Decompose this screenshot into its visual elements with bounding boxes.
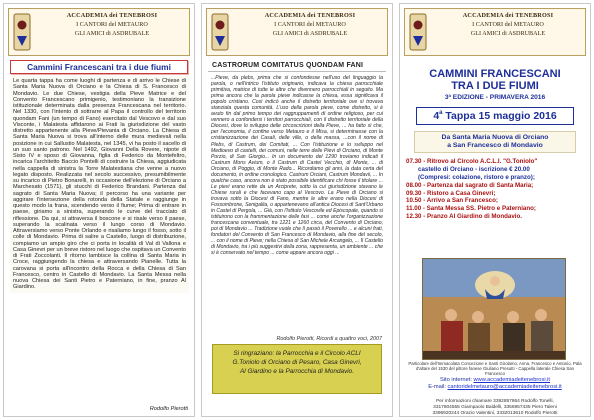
academy-logo	[209, 11, 231, 53]
academy-logo	[11, 11, 33, 53]
left-panel	[3, 3, 195, 417]
altarpiece-image	[422, 258, 566, 360]
route-to: a San Francesco di Mondavio	[447, 142, 543, 150]
edition-label: 3ª EDIZIONE - PRIMAVERA 2016	[444, 94, 546, 101]
route-box	[414, 131, 576, 153]
schedule-item: 12.30 - Pranzo Al Giardino di Mondavio.	[406, 212, 522, 220]
event-title	[406, 68, 584, 92]
panel2-signature: Rodolfo Pierotti, Ricordi a quattro voci, 2007	[276, 336, 382, 342]
panel2-title: CASTRORUM COMITATUS QUONDAM FANI	[208, 60, 386, 72]
info-line: 3317804555 Giampaolo Baldelli, 3356957435 Piero Taleni	[433, 405, 557, 410]
event-title-line2: TRA I DUE FIUMI	[451, 80, 539, 92]
thanks-line: Si ringraziano: la Parrocchia e il Circolo ACLI	[233, 350, 361, 357]
stage-box	[416, 107, 574, 125]
schedule-item: 10.50 - Arrivo a San Francesco;	[406, 197, 498, 205]
header-line3: GLI AMICI di ASDRUBALE	[74, 29, 150, 37]
header-line1: ACCADEMIA dei TENEBROSI	[462, 12, 554, 19]
header-line2: I CANTORI del METAURO	[76, 20, 148, 28]
header-line1: ACCADEMIA dei TENEBROSI	[66, 12, 158, 19]
header-line2: I CANTORI del METAURO	[274, 20, 346, 28]
stage-date: Tappa 15 maggio 2016	[445, 110, 557, 122]
panel2-body: ...Pieve, da plebs, prima che si confondesse nell'uso del linguaggio la parola, o nell'intrico l'istituto originario, indicava la chiesa parrocchiale primitiva, matrice di tutte le altre che divennero parrocchiali in seguito. Ma prima ancora che la parola pieve indicasse la chiesa, essa significava il popolo cristiano. Così indicò anche il distretto territoriale ove si trovava stanziata questa comunità. L'uso della parola pieve, come distretto, si è avuto fin dal primo tempo dei raggruppamenti di ordine religioso, per cui vennero a confondersi i territori parrocchiali, con il distretto territoriale della Diocesi, dove lo sviluppo delle circoscrizioni della Pieve, ... ha fatto sì che, per l'economia, il confine verso Metauro e il Misa, si determinasse con la cristianizzazione dei Casali, delle ville, o della massa, ...con il nome di Plebs, di Castrum, dei Comitati, ... Con l'istituzione e lo sviluppo nel Medioevo di castelli, dei comuni, nelle terre delle Pievi di Orciano, di Monte Porzio, di San Giorgio... In un documento del 1290 troviamo indicati il Castrum Mons Avium, o il Castrum di Castel Vecchio, di Monte, ... di Orciano, di Poggio, di Monte Rado... Ricordiamo gli anni, la data certa del documento, in ordine cronologico. Castrum Orciani, Castrum Mondavii, ... In qualche caso, ancora non è stato possibile identificare chi fosse il titolare ... Le pievi erano rette da un Arciprete, sotto la cui giurisdizione stavano le Chiese rurali e che facevano capo al Vescovo. La Pieve di Orciano si trovava sotto la Diocesi di Fano, mentre le altre erano nella Diocesi di Fossombrone, Senigallia, o appartenevano all'antica Diocesi di Sant'Urbano in Castel di Pergola, ... Già, con l'Istituto Vescovile ed Episcopale, quando si istituirono con la frammentazione delle fasi ... come anche l'organizzazione francescana conventuale, tra 1221 e 1260 circa, del Convento di Orciano, poi di Mondavio ... Tradizione vuole che lì passò il Poverello ... e alcuni frati, fondatori del Convento di San Francesco di Mondavio, alla fine del secolo, ... con il nome di Pieve; nella Chiesa di San Michele Arcangelo, ... Il Castello di Mondavio, tra i più suggestivi della zona, rappresenta, un ambiente ... che si è conservato nel tempo ... come appare ancora oggi ...	[211, 75, 383, 257]
panel1-signature: Rodolfo Pierotti	[149, 406, 188, 412]
middle-panel	[201, 3, 393, 417]
email-link[interactable]: cantoridelmetauro@accademiadeitenebrosi.it	[447, 384, 562, 390]
schedule-note: (Compresi: colazione, ristoro e pranzo);	[418, 174, 535, 181]
schedule-note: castello di Orciano - iscrizione € 20.00	[418, 166, 530, 174]
stage-number: 4	[433, 110, 440, 122]
info-line: 3396920244 Orazio Valentini, 3332013610 Rodolfo Pierotti	[432, 411, 558, 416]
header-line2: I CANTORI del METAURO	[472, 20, 544, 28]
header-line3: GLI AMICI di ASDRUBALE	[470, 29, 546, 37]
email-label: E-mail:	[428, 384, 446, 390]
panel1-body: Le quarta tappa ha come luoghi di partenza e di arrivo le Chiese di Santa Maria Nuova di Orciano e la Chiesa di S. Francesco di Mondavio. Le due Chiese, vestigia della Pieve Matrice e del Convento Francescano primigenio, testimoniano la transizione istituzionale determinata dalla presenza Francescana nel territorio. Nel 1330, con l'intento di sottrarre al Papa il controllo del territorio quondam Fani (un tempo di Fano) esercitato dal Vescovo e dal suo Visconte, i Malatesta affidarono ai Frati la giurisdizione del vasto distretto appartenente alla Pieve/Pievania di Orciano. La Chiesa di Santa Maria Nuova si trova all'interno delle mura medievali nella posizione in cui Sallustio Malatesta, nel 1345, vi ha posto il sacello di un suo santo patrono. Nel 1492, Giovanni Della Rovere, nipote di Sisto IV e sposo di Giovanna, figlia di Federico da Montefeltro, incarica l'architetto Baccio Pontelli di costruire la Chiesa, aggiudicata nella cappella di sinistra la Torre Malatestiana che venne a nuovo legato disposto. Realizzata nel secolo successivo, presumibilmente su incarico di Pietro Bonarelli, in occasione dell'elezione di Orciano a Marchesato (1571), gli stucchi di Federico Brandani. Partenza dal sagrato di Santa Maria Nuova; il percorso ha una variante per aggirare l'intersezione della rotonda della Statale e raggiunge in questo modo la frana, scendendo verso il fiume; Prima di entrare in paese, giriamo a sinistra, superando le curve del tracciato di riflessione. Da qui, si attraversa il boscone e si risale verso il paese, superando la scalinata verso il lungo corso di Mondavio. Attraversiamo verso Ponte Orlando e risaliamo lungo il fosso, sotto il colle di Mondavio. Prima di salire a Castello, luogo di distribuzione, compiamo un ampio giro che ci porta in località di Val di Vallona e Casa Ginevri per un breve ristoro nel luogo che ospitava un Convento di Frati Zoccolanti. Il ritorno lambisce la collina di Santa Maria in Croce, raggiungendo la chiesa e attraversando Pianelle. Tutta la carovana si porta all'incontro della Rocca e della Chiesa di San Francesco, centro in Castello di Mondavio. La Santa Messa nella nuova Chiesa dei Santi Pietro e Paterniano, in fine, pranzo Al Giardino.	[10, 76, 189, 293]
schedule-item: 07.30 - Ritrovo al Circolo A.C.L.I. "G.Toniolo"	[406, 158, 538, 166]
schedule-item: 11.00 - Santa Messa SS. Pietro e Paterniano;	[406, 205, 536, 213]
route-from: Da Santa Maria Nuova di Orciano	[441, 134, 549, 141]
stage-ordinal: a	[439, 110, 443, 116]
academy-logo	[407, 11, 429, 53]
header-line1: ACCADEMIA dei TENEBROSI	[264, 12, 356, 19]
header-line3: GLI AMICI di ASDRUBALE	[272, 29, 348, 37]
image-caption: Particolare dell'Immacolata Concezione e Santi Girolamo, Anna, Francesco e Antonio. Pala d'altare del 1530 del pittore fanese Giuliano Presutti - Cappella laterale Chiesa San Francesco	[408, 361, 582, 377]
event-title-line1: CAMMINI FRANCESCANI	[429, 68, 561, 80]
info-line: Per informazioni chiamare 3392857864 Rodolfo Tonelli,	[436, 399, 554, 404]
academy-header	[8, 8, 190, 56]
academy-header	[404, 8, 586, 56]
academy-header	[206, 8, 388, 56]
right-panel	[399, 3, 591, 417]
schedule-list	[406, 158, 584, 220]
schedule-item: 08.00 - Partenza dal sagrato di Santa Maria;	[406, 181, 534, 189]
website-label: Sito internet:	[439, 377, 472, 383]
panel1-title: Cammini Francescani tra i due fiumi	[10, 60, 188, 74]
contact-web	[406, 377, 584, 391]
thanks-line: Al Giardino e la Parrocchia di Mondavio.	[239, 368, 355, 375]
website-link[interactable]: www.accademiadeitenebrosi.it	[473, 377, 551, 383]
thanks-box	[212, 344, 382, 394]
info-contacts	[406, 399, 584, 417]
thanks-line: G.Toniolo di Orciano di Pesaro, Casa Ginevri,	[232, 359, 362, 366]
schedule-item: 09.30 - Ristoro a Casa Ginevri;	[406, 189, 496, 197]
